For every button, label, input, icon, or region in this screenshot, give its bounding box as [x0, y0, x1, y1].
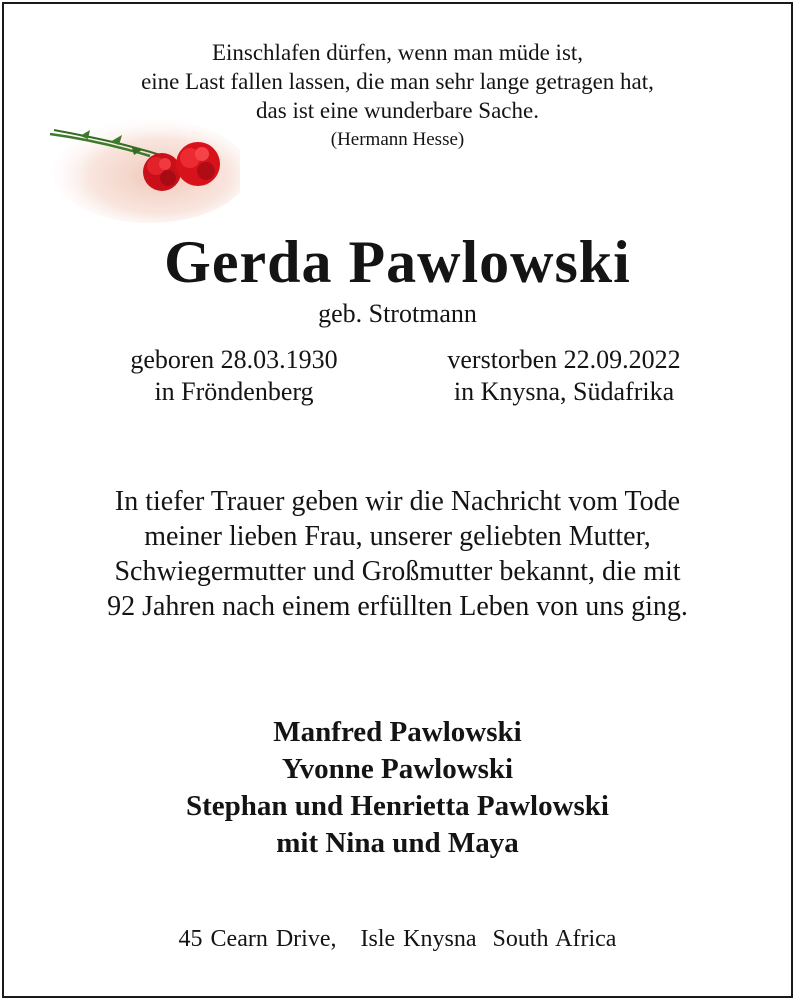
birth-date: geboren 28.03.1930 — [130, 345, 338, 374]
maiden-name: geb. Strotmann — [318, 299, 477, 328]
red-carnations-icon — [40, 116, 240, 226]
family-member-3: Stephan und Henrietta Pawlowski — [186, 790, 609, 822]
death-date: verstorben 22.09.2022 — [447, 345, 681, 374]
family-member-2: Yvonne Pawlowski — [281, 753, 514, 785]
obituary-card — [2, 2, 793, 998]
message-line-4: 92 Jahren nach einem erfüllten Leben von uns ging. — [107, 591, 688, 622]
death-info — [409, 344, 719, 408]
birth-info — [84, 344, 384, 408]
message-line-2: meiner lieben Frau, unserer geliebten Mutter, — [144, 521, 651, 552]
quote-line-2: eine Last fallen lassen, die man sehr lange getragen hat, — [141, 69, 654, 94]
message-line-3: Schwiegermutter und Großmutter bekannt, die mit — [114, 556, 681, 587]
quote-line-1: Einschlafen dürfen, wenn man müde ist, — [211, 40, 584, 65]
family-member-1: Manfred Pawlowski — [273, 716, 522, 748]
birth-place: in Fröndenberg — [154, 377, 314, 406]
death-place: in Knysna, Südafrika — [453, 377, 675, 406]
mourning-message — [4, 484, 791, 624]
message-line-1: In tiefer Trauer geben wir die Nachricht vom Tode — [114, 486, 681, 517]
deceased-name: Gerda Pawlowski — [164, 229, 631, 295]
address: 45 Cearn Drive, Isle Knysna South Africa — [178, 926, 617, 952]
family-signatures — [4, 714, 791, 862]
family-member-4: mit Nina und Maya — [276, 827, 519, 859]
quote-line-3: das ist eine wunderbare Sache. — [256, 98, 539, 123]
quote-author: (Hermann Hesse) — [330, 129, 465, 150]
